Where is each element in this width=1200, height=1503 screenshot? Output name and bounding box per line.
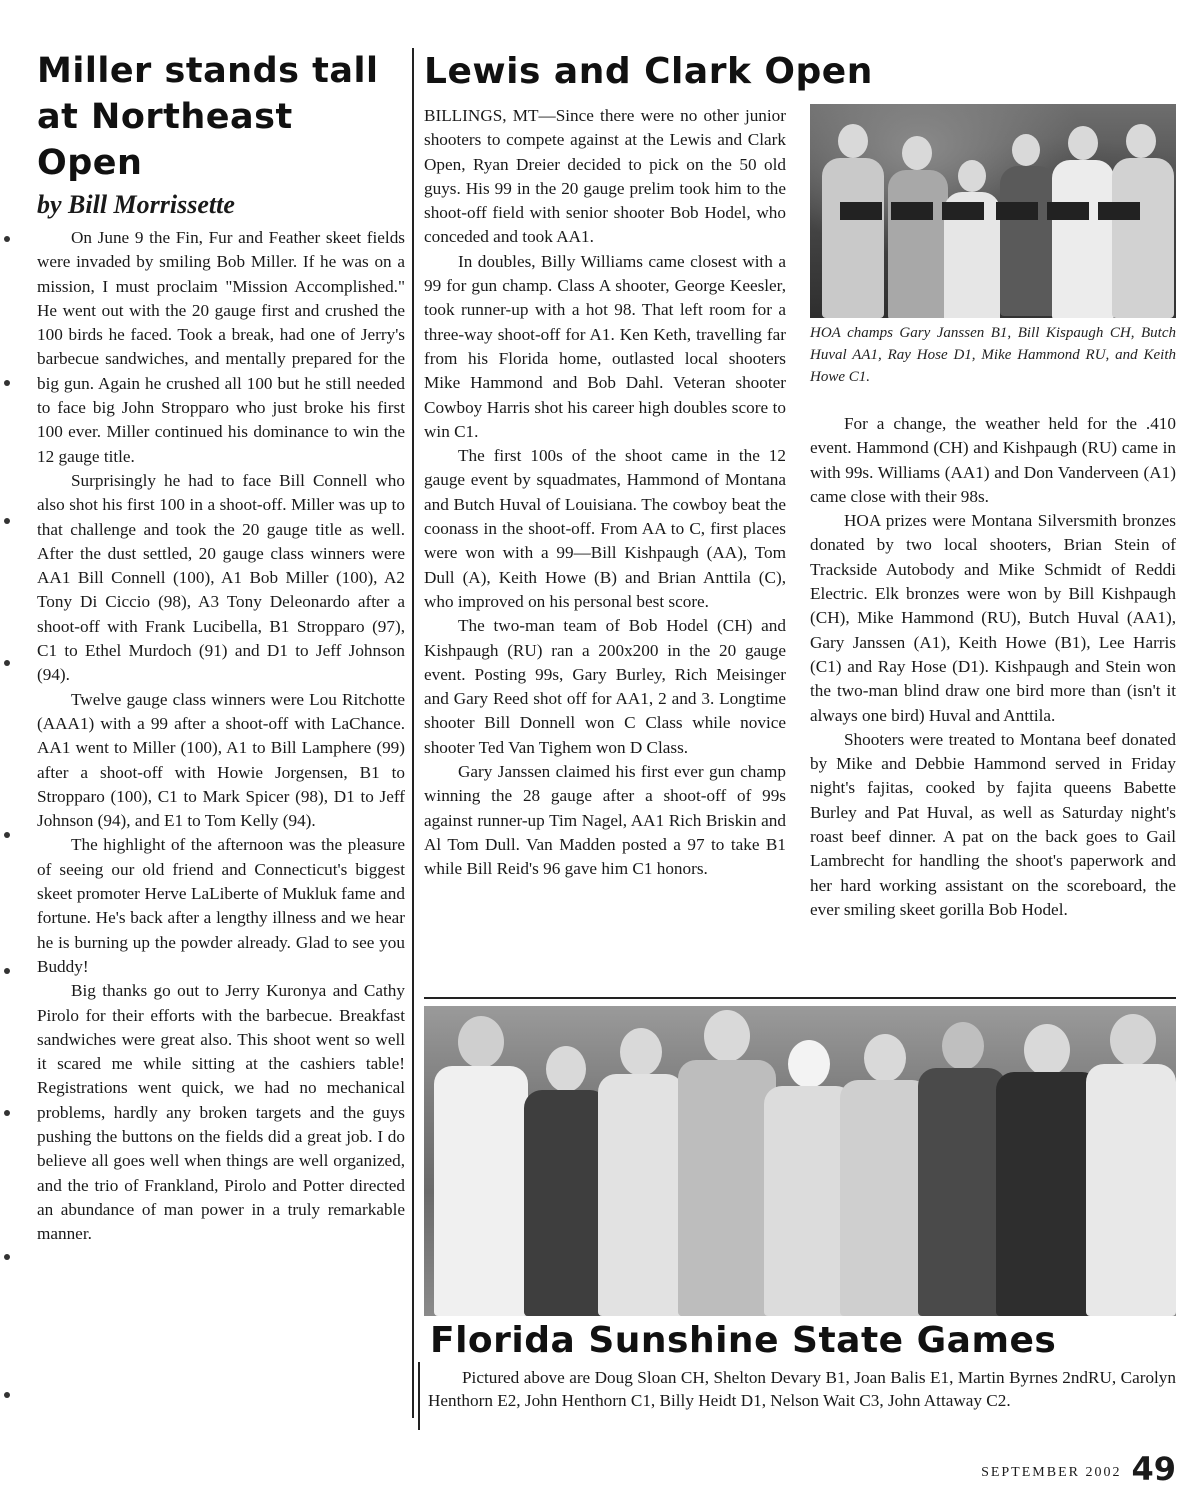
paragraph: The highlight of the afternoon was the pleasure of seeing our old friend and Connecticut's biggest skeet promoter Herve LaLiberte of Mukluk fame and fortune. He's back after a lengthy illness and we hear he is burning up the powder already. Glad to see you Buddy! [37,835,405,976]
scan-mark [4,832,10,838]
headline-line: at Northeast Open [37,97,293,183]
article-headline: Florida Sunshine State Games [430,1320,1057,1361]
article-body [37,226,405,1246]
scan-mark [4,968,10,974]
paragraph: BILLINGS, MT—Since there were no other junior shooters to compete against at the Lewis and Clark Open, Ryan Dreier decided to pick on the 50 old guys. His 99 in the 20 gauge prelim took him to the shoot-off field with senior shooter Bob Hodel, who conceded and took AA1. [424,106,786,247]
article-body [424,104,786,882]
paragraph: Big thanks go out to Jerry Kuronya and Cathy Pirolo for their efforts with the barbecue. Breakfast sandwiches were great also. This shoot went so well it scared me while sitting at the cashiers table! Registrations went quick, we had no mechanical problems, hardly any broken targets and the guys pushing the buttons on the fields did a great job. I do believe all goes well when things are well organized, and the trio of Frankland, Pirolo and Potter directed an abundance of man power in a truly remarkable manner. [37,981,405,1244]
hoa-champs-photo [810,104,1176,318]
paragraph: For a change, the weather held for the .410 event. Hammond (CH) and Kishpaugh (RU) came in with 99s. Williams (AA1) and Don Vanderveen (A1) came close with their 98s. [810,414,1176,506]
scan-mark [4,236,10,242]
section-divider [424,997,1176,999]
paragraph: The two-man team of Bob Hodel (CH) and Kishpaugh (RU) ran a 200x200 in the 20 gauge event. Posting 99s, Gary Burley, Rich Meisinger and Gary Reed shot off for AA1, 2 and 3. Longtime shooter Bill Donnell won C Class while novice shooter Ted Van Tighem won D Class. [424,616,786,757]
photo-caption: HOA champs Gary Janssen B1, Bill Kispaugh CH, Butch Huval AA1, Ray Hose D1, Mike Hammond RU, and Keith Howe C1. [810,325,1176,385]
paragraph: Twelve gauge class winners were Lou Ritchotte (AAA1) with a 99 after a shoot-off with LaChance. AA1 went to Miller (100), A1 to Bill Lamphere (99) after a shoot-off with Howie Jorgensen, B1 to Stropparo (100), C1 to Mark Spicer (98), D1 to Jeff Johnson (94), and E1 to Tom Kelly (94). [37,689,405,831]
florida-games-photo [424,1006,1176,1316]
column-divider [412,48,414,1418]
photo-caption: Pictured above are Doug Sloan CH, Shelton Devary B1, Joan Balis E1, Martin Byrnes 2ndRU, Carolyn Henthorn E2, John Henthorn C1, Billy Heidt D1, Nelson Wait C3, John Attaway C2. [428,1368,1176,1410]
left-article [37,48,405,1246]
caption-rule [418,1362,420,1430]
page-number: 49 [1131,1450,1176,1488]
paragraph: Shooters were treated to Montana beef donated by Mike and Debbie Hammond served in Friday night's fajitas, cooked by fajita queens Babette Burley and Pat Huval, as well as Saturday night's roast beef dinner. A pat on the back goes to Gail Lambrecht for handling the shoot's paperwork and her hard working assistant on the scoreboard, the ever smiling skeet gorilla Bob Hodel. [810,729,1176,919]
scan-mark [4,518,10,524]
scan-mark [4,380,10,386]
headline-line: Miller stands tall [37,51,379,91]
scan-mark [4,660,10,666]
scan-mark [4,1254,10,1260]
issue-date: SEPTEMBER 2002 [981,1465,1122,1480]
paragraph: On June 9 the Fin, Fur and Feather skeet fields were invaded by smiling Bob Miller. If he was on a mission, I must proclaim "Mission Accomplished." He went out with the 20 gauge first and crushed the 100 birds he faced. Took a break, had one of Jerry's barbecue sandwiches, and mentally prepared for the big gun. Again he crushed all 100 but he still needed to face big John Stropparo who just broke his first 100 ever. Miller continued his dominance to win the 12 gauge title. [37,228,405,466]
byline: by Bill Morrissette [37,190,235,219]
article-headline: Lewis and Clark Open [424,51,873,92]
paragraph: The first 100s of the shoot came in the 12 gauge event by squadmates, Hammond of Montana and Butch Huval of Louisiana. The cowboy beat the coonass in the shoot-off. From AA to C, first places were won with a 99—Bill Kishpaugh (AA), Tom Dull (A), Keith Howe (B) and Brian Anttila (C), who improved on his personal best score. [424,446,786,611]
paragraph: In doubles, Billy Williams came closest with a 99 for gun champ. Class A shooter, George Keesler, took runner-up with a hot 98. That left room for a three-way shoot-off for A1. Ken Keth, travelling far from his Florida home, outlasted local shooters Mike Hammond and Bob Dahl. Veteran shooter Cowboy Harris shot his career high doubles score to win C1. [424,251,786,441]
article-headline [37,48,405,186]
article-body [810,412,1176,922]
paragraph: Surprisingly he had to face Bill Connell who also shot his first 100 in a shoot-off. Miller was up to that challenge and took the 20 gauge title as well. After the dust settled, 20 gauge class winners were AA1 Bill Connell (100), A1 Bob Miller (100), A2 Tony Di Ciccio (98), A3 Tony Deleonardo after a shoot-off with Frank Lucibella, B1 Stropparo (97), C1 to Ethel Murdoch (91) and D1 to Jeff Johnson (94). [37,470,405,685]
scan-mark [4,1392,10,1398]
paragraph: Gary Janssen claimed his first ever gun champ winning the 28 gauge after a shoot-off of 99s against runner-up Tim Nagel, AA1 Rich Briskin and Al Tom Dull. Van Madden posted a 97 to take B1 while Bill Reid's 96 gave him C1 honors. [424,762,786,879]
scan-mark [4,1110,10,1116]
paragraph: HOA prizes were Montana Silversmith bronzes donated by two local shooters, Brian Stein of Trackside Autobody and Mike Schmidt of Reddi Electric. Elk bronzes were won by Bill Kishpaugh (CH), Mike Hammond (RU), Butch Huval (AA1), Gary Janssen (A1), Keith Howe (B1), Lee Harris (C1) and Ray Hose (D1). Kishpaugh and Stein won the two-man blind draw one bird more than (isn't it always one bird) Huval and Anttila. [810,511,1176,725]
page-footer [980,1450,1176,1488]
